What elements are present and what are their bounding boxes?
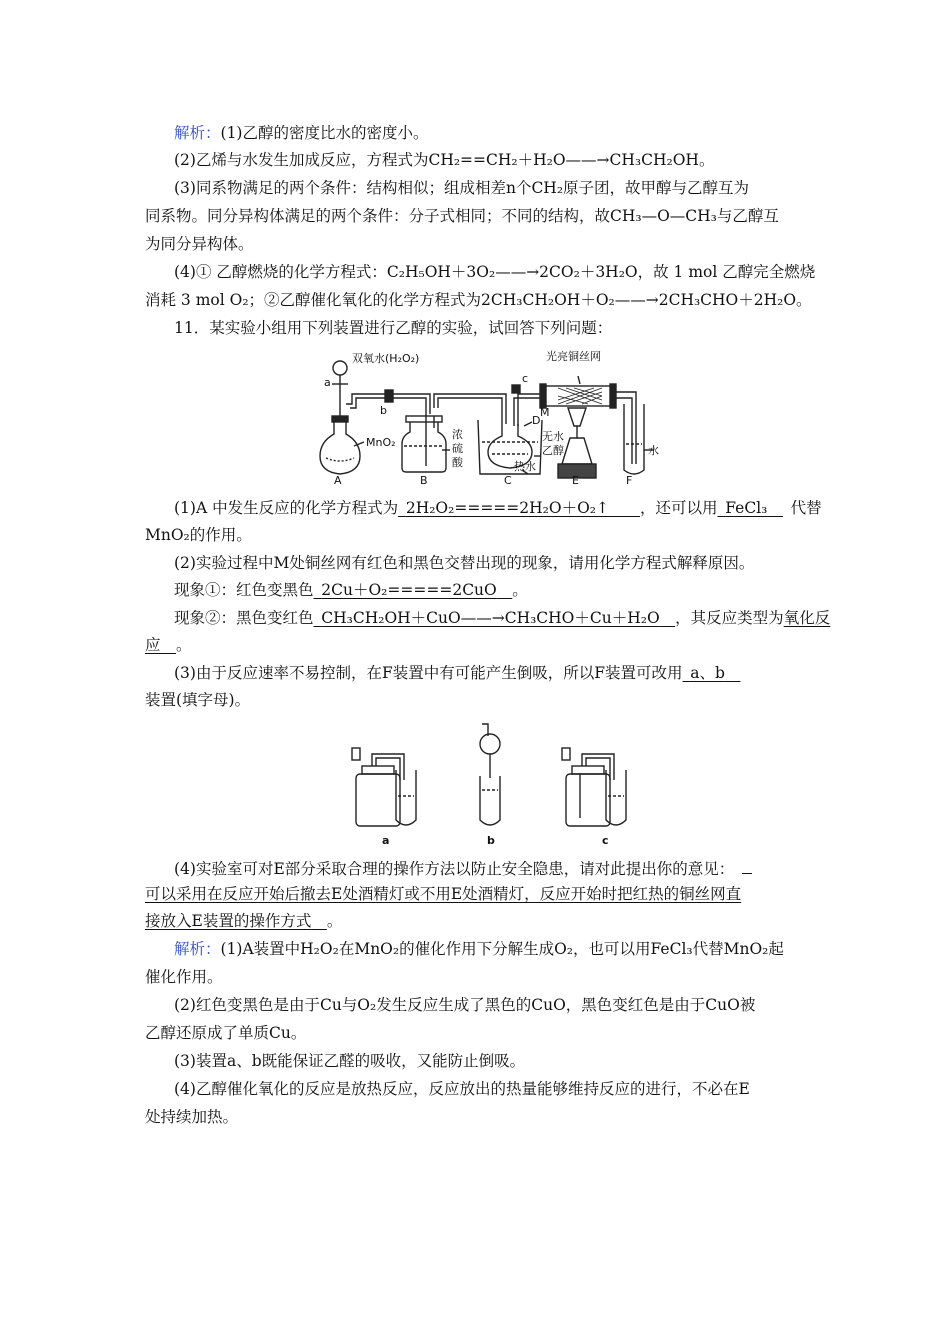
label-hot-water: 热水 — [514, 460, 536, 473]
analysis-2-line-2: 催化作用。 — [145, 968, 223, 986]
answer-4b: 接放入E装置的操作方式 — [145, 912, 312, 930]
analysis-1-line-7: 消耗 3 mol O₂；②乙醇催化氧化的化学方程式为2CH₃CH₂OH＋O₂——→2CH₃CHO＋2H₂O。 — [145, 291, 812, 309]
label-A: A — [334, 474, 342, 486]
answer-3: a、b — [690, 664, 725, 682]
alcohol-lamp — [562, 438, 592, 464]
answer-4a: 可以采用在反应开始后撤去E处酒精灯或不用E处酒精灯，反应开始时把红热的铜丝网直 — [145, 885, 742, 903]
q11-part-4-line-1: (4)实验室可对E部分采取合理的操作方法以防止安全隐患，请对此提出你的意见： — [174, 857, 752, 879]
answer-1b: FeCl₃ — [725, 499, 768, 517]
analysis-2-line-7: 处持续加热。 — [145, 1108, 239, 1126]
label-F: F — [626, 474, 633, 486]
label-c-clip: c — [522, 372, 529, 385]
question-11-stem: 11．某实验小组用下列装置进行乙醇的实验，试回答下列问题： — [174, 319, 613, 337]
label-C: C — [504, 474, 512, 486]
apparatus-figure — [318, 346, 664, 486]
q11-part-2-phenomenon-2: 现象②：黑色变红色 CH₃CH₂OH＋CuO——→CH₃CHO＋Cu＋H₂O ，其反应类型为氧化反 — [174, 609, 831, 627]
copper-mesh — [558, 388, 602, 404]
label-a-valve: a — [324, 376, 331, 389]
bottle-b — [402, 422, 446, 472]
answer-2c-cont: 应 — [145, 636, 161, 654]
analysis-1-line-4: 同系物。同分异构体满足的两个条件：分子式相同；不同的结构，故CH₃—O—CH₃与乙醇互 — [145, 207, 779, 225]
label-device-c: c — [602, 834, 609, 847]
label-device-b: b — [487, 834, 495, 847]
label-mno2: MnO₂ — [366, 436, 396, 449]
analysis-1-line-1: 解析：(1)乙醇的密度比水的密度小。 — [174, 124, 429, 142]
label-E: E — [572, 474, 579, 486]
q11-part-3-line-1: (3)由于反应速率不易控制，在F装置中有可能产生倒吸，所以F装置可改用 a、b — [174, 663, 740, 683]
analysis-1-line-3: (3)同系物满足的两个条件：结构相似；组成相差n个CH₂原子团，故甲醇与乙醇互为 — [174, 179, 750, 197]
device-a — [352, 748, 416, 826]
analysis-2-line-5: (3)装置a、b既能保证乙醛的吸收，又能防止倒吸。 — [174, 1052, 526, 1070]
q11-part-2-line-4: 应 。 — [145, 636, 192, 654]
answer-2b: CH₃CH₂OH＋CuO——→CH₃CHO＋Cu＋H₂O — [321, 609, 660, 627]
label-b-clip: b — [380, 404, 387, 417]
analysis-2-line-4: 乙醇还原成了单质Cu。 — [145, 1024, 307, 1042]
test-tube-f — [624, 404, 644, 474]
analysis-label-2: 解析： — [174, 940, 221, 958]
analysis-2-line-3: (2)红色变黑色是由于Cu与O₂发生反应生成了黑色的CuO，黑色变红色是由于CuO被 — [174, 996, 756, 1014]
q11-part-2-phenomenon-1: 现象①：红色变黑色 2Cu＋O₂=====2CuO 。 — [174, 581, 528, 599]
answer-2a: 2Cu＋O₂=====2CuO — [321, 581, 497, 599]
label-h2so4-2: 硫 — [452, 442, 463, 455]
q11-part-1-line-1: (1)A 中发生反应的化学方程式为 2H₂O₂=====2H₂O＋O₂↑ ，还可以用 FeCl₃ 代替 — [174, 499, 822, 517]
label-etoh-2: 乙醇 — [542, 444, 564, 457]
q11-part-1-line-2: MnO₂的作用。 — [145, 526, 252, 544]
device-b — [480, 724, 500, 825]
label-h2so4-3: 酸 — [452, 456, 463, 469]
analysis-1-line-6: (4)① 乙醇燃烧的化学方程式：C₂H₅OH＋3O₂——→2CO₂＋3H₂O，故 1 mol 乙醇完全燃烧 — [174, 263, 816, 281]
label-water: 水 — [648, 444, 659, 457]
analysis-1-line-5: 为同分异构体。 — [145, 235, 254, 253]
analysis-label: 解析： — [174, 124, 221, 142]
analysis-2-line-1: 解析：(1)A装置中H₂O₂在MnO₂的催化作用下分解生成O₂，也可以用FeCl₃代替MnO₂起 — [174, 940, 784, 958]
q11-part-3-line-2: 装置(填字母)。 — [145, 691, 251, 709]
q11-part-2-line-1: (2)实验过程中M处铜丝网有红色和黑色交替出现的现象，请用化学方程式解释原因。 — [174, 554, 755, 572]
analysis-2-line-6: (4)乙醇催化氧化的反应是放热反应，反应放出的热量能够维持反应的进行，不必在E — [174, 1080, 750, 1098]
label-B: B — [420, 474, 428, 486]
separatory-funnel — [333, 361, 347, 375]
label-d: D — [532, 414, 541, 427]
label-etoh-1: 无水 — [542, 430, 564, 443]
label-device-a: a — [382, 834, 390, 847]
device-c — [562, 748, 626, 826]
analysis-1-line-2: (2)乙烯与水发生加成反应，方程式为CH₂==CH₂＋H₂O——→CH₃CH₂OH。 — [174, 151, 715, 169]
alternative-devices-figure — [350, 720, 630, 848]
label-m: M — [540, 406, 550, 419]
answer-2c: 氧化反 — [783, 609, 831, 627]
label-h2o2: 双氧水(H₂O₂) — [352, 352, 420, 365]
answer-1a: 2H₂O₂=====2H₂O＋O₂↑ — [405, 499, 609, 517]
q11-part-4-line-2 — [145, 884, 741, 904]
label-h2so4-1: 浓 — [452, 428, 463, 441]
label-cu-mesh: 光亮铜丝网 — [546, 350, 601, 363]
q11-part-4-line-3: 接放入E装置的操作方式 。 — [145, 912, 343, 930]
